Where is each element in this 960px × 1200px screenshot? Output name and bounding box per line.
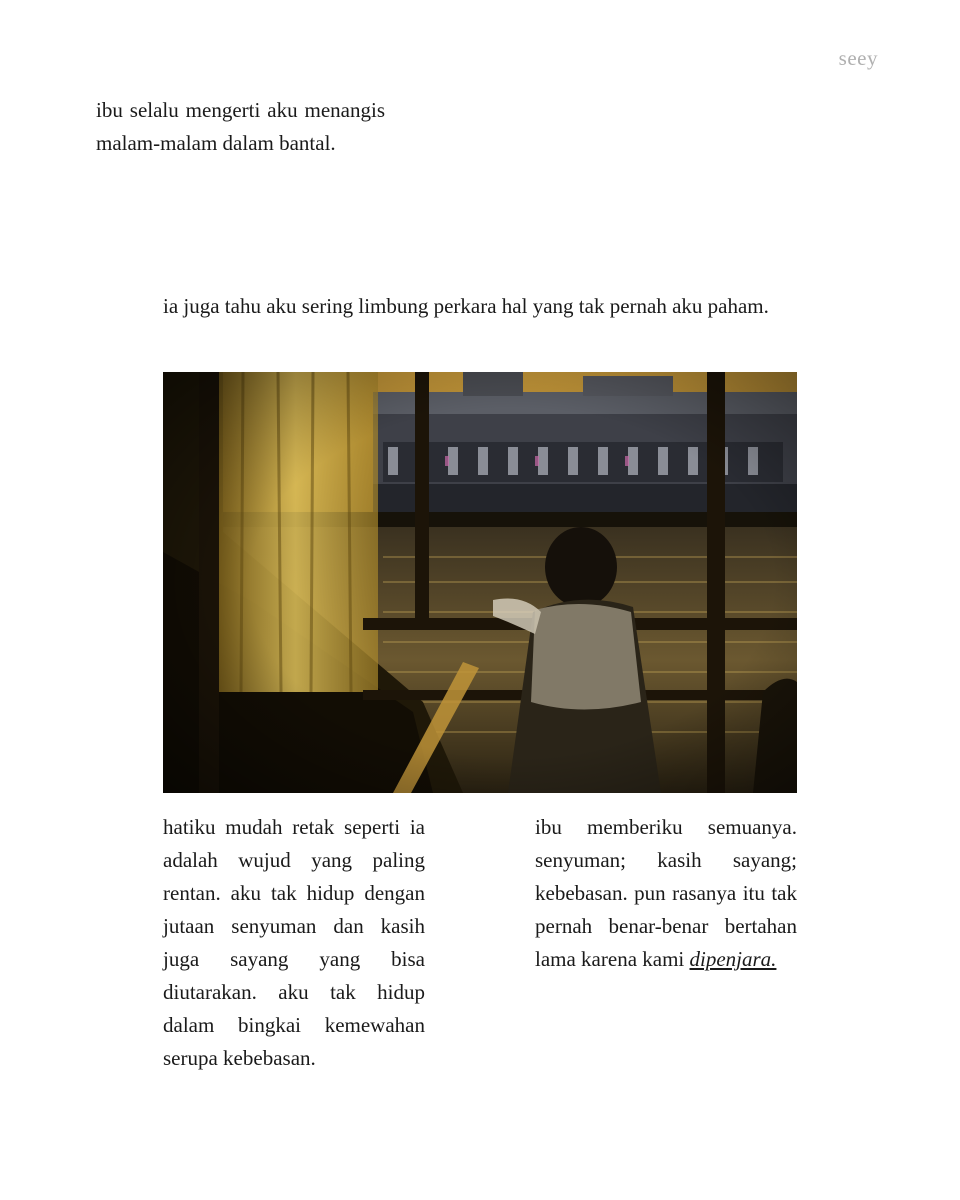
paragraph-left-column: hatiku mudah retak seperti ia adalah wujud yang paling rentan. aku tak hidup dengan jutaan senyuman dan kasih juga sayang yang bisa diutarakan. aku tak hidup dalam bingkai kemewahan serupa kebebasan. (163, 815, 425, 1070)
paragraph-opening: ibu selalu mengerti aku menangis malam-malam dalam bantal. (96, 98, 385, 155)
author-signature: seey (838, 46, 878, 70)
window-harbor-photo (163, 372, 797, 793)
paragraph-right-main: ibu memberiku semuanya. senyuman; kasih sayang; kebebasan. pun rasanya itu tak pernah benar-benar bertahan lama karena kami (535, 815, 797, 971)
emphasized-word: dipenjara. (689, 947, 777, 971)
paragraph-right-column (535, 811, 797, 976)
paragraph-second: ia juga tahu aku sering limbung perkara hal yang tak pernah aku paham. (163, 294, 769, 318)
